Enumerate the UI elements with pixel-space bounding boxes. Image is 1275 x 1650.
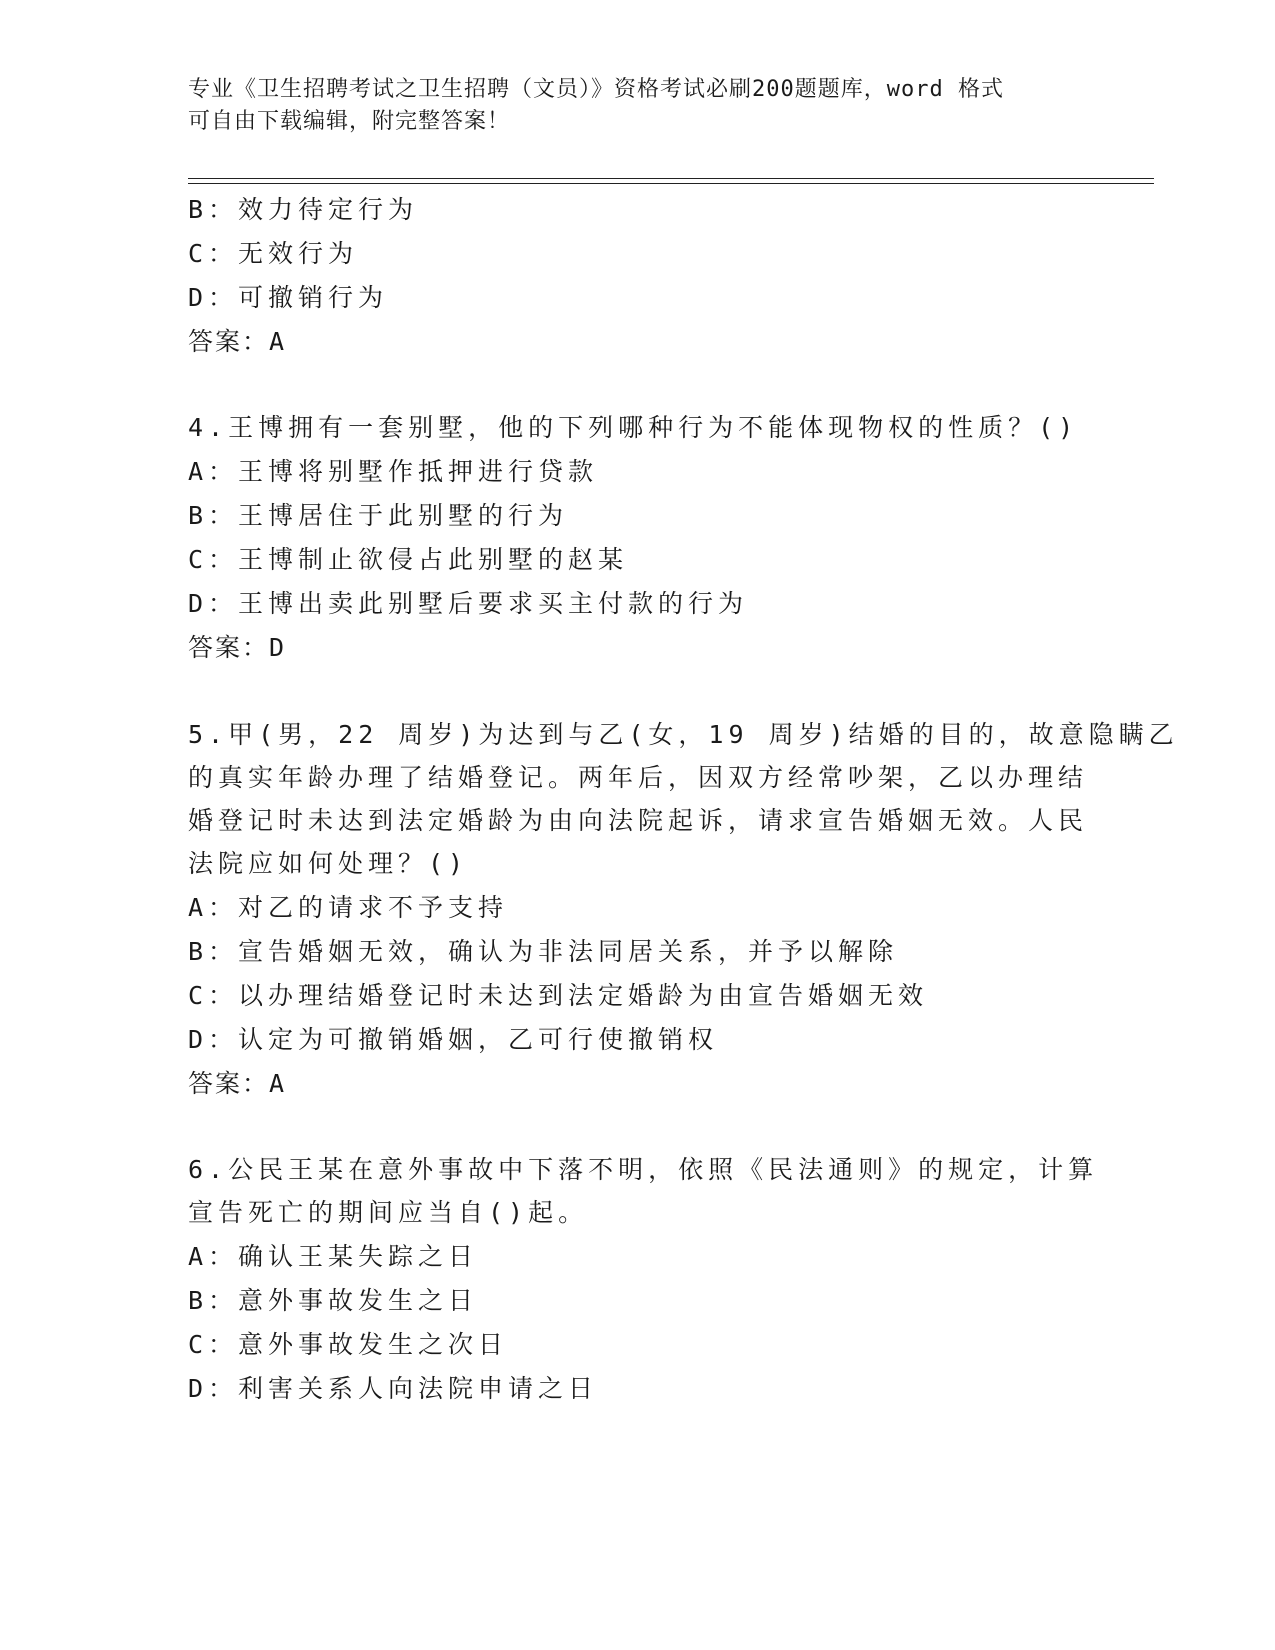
- header-divider-bottom: [188, 183, 1154, 184]
- header-title-line-2: 可自由下载编辑，附完整答案！: [188, 109, 511, 134]
- q3-option-c: C：无效行为: [188, 239, 359, 268]
- q6-option-b: B：意外事故发生之日: [188, 1286, 479, 1315]
- q5-stem-line-4: 法院应如何处理？(): [188, 849, 469, 878]
- q4-option-c: C：王博制止欲侵占此别墅的赵某: [188, 545, 629, 574]
- q5-option-d: D：认定为可撤销婚姻，乙可行使撤销权: [188, 1025, 719, 1054]
- q5-option-b: B：宣告婚姻无效，确认为非法同居关系，并予以解除: [188, 937, 899, 966]
- q6-option-a: A：确认王某失踪之日: [188, 1242, 479, 1271]
- q3-option-b: B：效力待定行为: [188, 195, 419, 224]
- q4-option-a: A：王博将别墅作抵押进行贷款: [188, 457, 599, 486]
- q5-option-c: C：以办理结婚登记时未达到法定婚龄为由宣告婚姻无效: [188, 981, 929, 1010]
- header-divider-top: [188, 178, 1154, 179]
- q4-answer: 答案：D: [188, 633, 287, 662]
- q4-option-d: D：王博出卖此别墅后要求买主付款的行为: [188, 589, 749, 618]
- q4-stem: 4.王博拥有一套别墅，他的下列哪种行为不能体现物权的性质？(): [188, 413, 1079, 442]
- q5-stem-line-1: 5.甲(男，22 周岁)为达到与乙(女，19 周岁)结婚的目的，故意隐瞒乙: [188, 720, 1179, 749]
- q3-option-d: D：可撤销行为: [188, 283, 389, 312]
- q6-stem-line-2: 宣告死亡的期间应当自()起。: [188, 1198, 589, 1227]
- q5-stem-line-2: 的真实年龄办理了结婚登记。两年后，因双方经常吵架，乙以办理结: [188, 763, 1089, 792]
- q6-option-c: C：意外事故发生之次日: [188, 1330, 509, 1359]
- q5-answer: 答案：A: [188, 1069, 287, 1098]
- q4-option-b: B：王博居住于此别墅的行为: [188, 501, 569, 530]
- document-header: [188, 74, 1068, 138]
- header-title-line-1: 专业《卫生招聘考试之卫生招聘（文员）》资格考试必刷200题题库，word 格式: [188, 77, 1004, 102]
- q5-option-a: A：对乙的请求不予支持: [188, 893, 509, 922]
- q5-stem-line-3: 婚登记时未达到法定婚龄为由向法院起诉，请求宣告婚姻无效。人民: [188, 806, 1089, 835]
- q6-option-d: D：利害关系人向法院申请之日: [188, 1374, 599, 1403]
- q3-answer: 答案：A: [188, 327, 287, 356]
- q6-stem-line-1: 6.公民王某在意外事故中下落不明，依照《民法通则》的规定，计算: [188, 1155, 1099, 1184]
